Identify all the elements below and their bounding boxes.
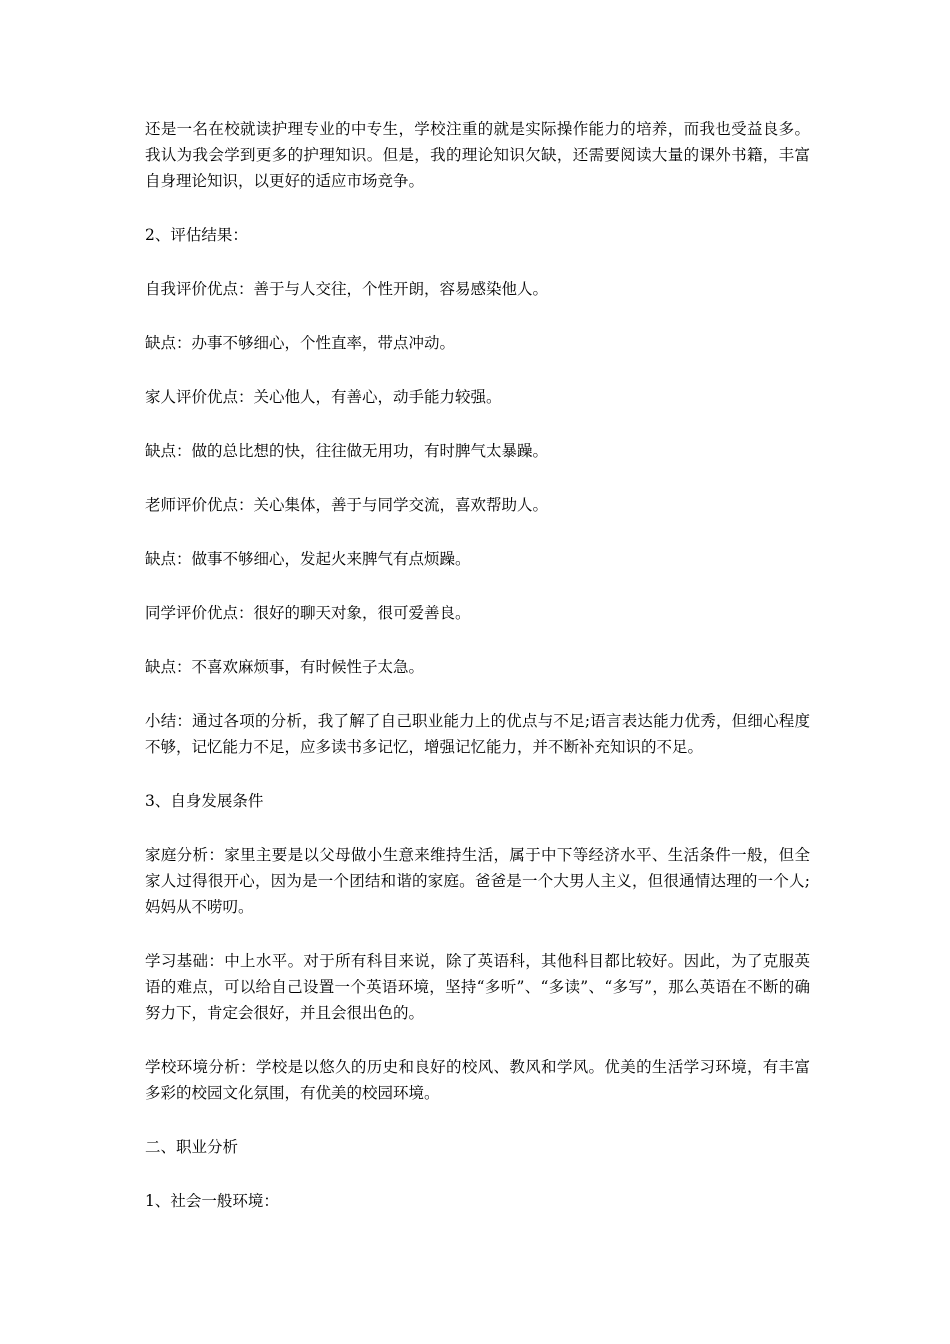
paragraph-teacher-evaluation-strengths: 老师评价优点：关心集体，善于与同学交流，喜欢帮助人。 <box>145 496 549 514</box>
document-body <box>145 116 810 1242</box>
paragraph-teacher-evaluation-weaknesses: 缺点：做事不够细心，发起火来脾气有点烦躁。 <box>145 550 471 568</box>
paragraph-family-evaluation-weaknesses: 缺点：做的总比想的快，往往做无用功，有时脾气太暴躁。 <box>145 442 549 460</box>
paragraph-family-analysis: 家庭分析：家里主要是以父母做小生意来维持生活，属于中下等经济水平、生活条件一般，但全家人过得很开心，因为是一个团结和谐的家庭。爸爸是一个大男人主义，但很通情达理的一个人;妈妈从不唠叨。 <box>145 846 810 916</box>
paragraph-self-evaluation-weaknesses: 缺点：办事不够细心，个性直率，带点冲动。 <box>145 334 456 352</box>
paragraph-self-evaluation-strengths: 自我评价优点：善于与人交往，个性开朗，容易感染他人。 <box>145 280 549 298</box>
paragraph-classmate-evaluation-weaknesses: 缺点：不喜欢麻烦事，有时候性子太急。 <box>145 658 425 676</box>
heading-career-analysis: 二、职业分析 <box>145 1138 239 1156</box>
heading-evaluation-results: 2、评估结果： <box>145 226 248 244</box>
paragraph-classmate-evaluation-strengths: 同学评价优点：很好的聊天对象，很可爱善良。 <box>145 604 471 622</box>
heading-social-environment: 1、社会一般环境： <box>145 1192 279 1210</box>
heading-development-conditions: 3、自身发展条件 <box>145 792 264 810</box>
paragraph-school-environment: 学校环境分析：学校是以悠久的历史和良好的校风、教风和学风。优美的生活学习环境，有丰富多彩的校园文化氛围，有优美的校园环境。 <box>145 1058 810 1102</box>
paragraph-summary: 小结：通过各项的分析，我了解了自己职业能力上的优点与不足;语言表达能力优秀，但细心程度不够，记忆能力不足，应多读书多记忆，增强记忆能力，并不断补充知识的不足。 <box>145 712 810 756</box>
paragraph-study-foundation: 学习基础：中上水平。对于所有科目来说，除了英语科，其他科目都比较好。因此，为了克服英语的难点，可以给自己设置一个英语环境，坚持“多听”、“多读”、“多写”，那么英语在不断的确努力下，肯定会很好，并且会很出色的。 <box>145 952 810 1022</box>
paragraph-nursing-student: 还是一名在校就读护理专业的中专生，学校注重的就是实际操作能力的培养，而我也受益良多。我认为我会学到更多的护理知识。但是，我的理论知识欠缺，还需要阅读大量的课外书籍，丰富自身理论知识，以更好的适应市场竞争。 <box>145 120 810 190</box>
paragraph-family-evaluation-strengths: 家人评价优点：关心他人，有善心，动手能力较强。 <box>145 388 502 406</box>
